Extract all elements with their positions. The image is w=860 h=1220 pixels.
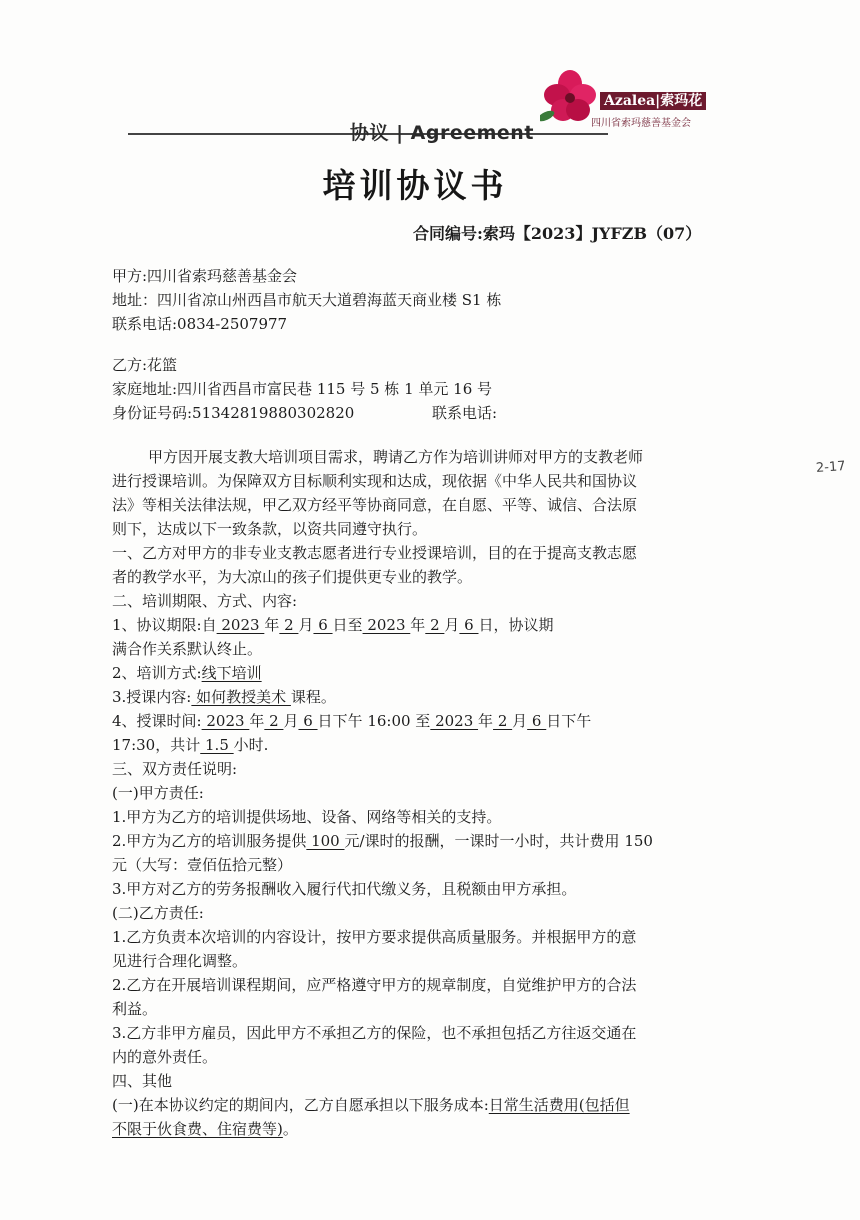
section-2-heading: 二、培训期限、方式、内容: [112,592,298,610]
intro-line: 则下，达成以下一致条款，以资共同遵守执行。 [112,520,428,538]
contract-number: 合同编号:索玛【2023】JYFZB（07） [413,224,702,243]
party-b-duty-1: 1.乙方负责本次培训的内容设计，按甲方要求提供高质量服务。并根据甲方的意 [112,928,637,946]
party-a-duty-heading: (一)甲方责任: [112,784,204,802]
intro-line: 进行授课培训。为保障双方目标顺利实现和达成，现依据《中华人民共和国协议 [112,472,638,490]
start-day: 6 [313,616,333,634]
party-b-duty-2-cont: 利益。 [112,1000,158,1018]
end-day: 6 [459,616,479,634]
party-b-duty-3-cont: 内的意外责任。 [112,1048,218,1066]
party-b-duty-heading: (二)乙方责任: [112,904,204,922]
teaching-time: 4、授课时间: 2023 年 2 月 6 日下午 16:00 至 2023 年 2 月 6 日下午 [112,712,592,730]
section-4-heading: 四、其他 [112,1072,173,1090]
term-line: 1、协议期限:自 2023 年 2 月 6 日至 2023 年 2 月 6 日，协议期 [112,616,554,634]
party-a-duty-2: 2.甲方为乙方的培训服务提供 100 元/课时的报酬，一课时一小时，共计费用 150 [112,832,653,850]
section-1-line: 一、乙方对甲方的非专业支教志愿者进行专业授课培训，目的在于提高支教志愿 [112,544,638,562]
party-b-duty-1-cont: 见进行合理化调整。 [112,952,248,970]
party-a-phone: 联系电话:0834-2507977 [112,315,288,333]
start-year: 2023 [216,616,265,634]
document-title: 培训协议书 [322,166,508,205]
start-month: 2 [279,616,299,634]
handwritten-margin-note: 2-17 [815,458,847,477]
teaching-time-cont: 17:30，共计 1.5 小时. [112,736,269,754]
section-3-heading: 三、双方责任说明: [112,760,238,778]
logo-wordmark: Azalea|索玛花 [600,92,706,110]
party-b-name: 乙方:花篮 [112,356,178,374]
intro-line: 法》等相关法律法规，甲乙双方经平等协商同意，在自愿、平等、诚信、合法原 [112,496,638,514]
party-b-address: 家庭地址:四川省西昌市富民巷 115 号 5 栋 1 单元 16 号 [112,380,493,398]
other-clause-1-cont: 不限于伙食费、住宿费等)。 [112,1120,298,1138]
party-b-duty-3: 3.乙方非甲方雇员，因此甲方不承担乙方的保险，也不承担包括乙方往返交通在 [112,1024,637,1042]
party-a-duty-2-cont: 元（大写：壹佰伍拾元整） [112,856,293,874]
party-a-duty-3: 3.甲方对乙方的劳务报酬收入履行代扣代缴义务，且税额由甲方承担。 [112,880,577,898]
party-a-address: 地址：四川省凉山州西昌市航天大道碧海蓝天商业楼 S1 栋 [112,291,502,309]
end-month: 2 [425,616,445,634]
section-1-line: 者的教学水平，为大凉山的孩子们提供更专业的教学。 [112,568,473,586]
party-b-duty-2: 2.乙方在开展培训课程期间，应严格遵守甲方的规章制度，自觉维护甲方的合法 [112,976,637,994]
other-clause-1: (一)在本协议约定的期间内，乙方自愿承担以下服务成本:日常生活费用(包括但 [112,1096,630,1114]
training-method-value: 线下培训 [201,664,262,682]
party-b-phone-label: 联系电话: [432,404,498,422]
total-hours: 1.5 [200,736,234,754]
party-a-duty-1: 1.甲方为乙方的培训提供场地、设备、网络等相关的支持。 [112,808,502,826]
training-method: 2、培训方式:线下培训 [112,664,262,682]
cost-items: 日常生活费用(包括但 [488,1096,630,1114]
agreement-label: 协议 | Agreement [350,122,534,144]
party-a-name: 甲方:四川省索玛慈善基金会 [112,267,298,285]
party-b-id: 身份证号码:51342819880302820 [112,404,355,422]
course-content: 3.授课内容: 如何教授美术 课程。 [112,688,336,706]
intro-line: 甲方因开展支教大培训项目需求，聘请乙方作为培训讲师对甲方的支教老师 [148,448,644,466]
course-content-value: 如何教授美术 [191,688,291,706]
end-year: 2023 [362,616,411,634]
term-line-cont: 满合作关系默认终止。 [112,640,263,658]
logo-subtitle: 四川省索玛慈善基金会 [591,118,691,129]
hourly-rate: 100 [306,832,345,850]
